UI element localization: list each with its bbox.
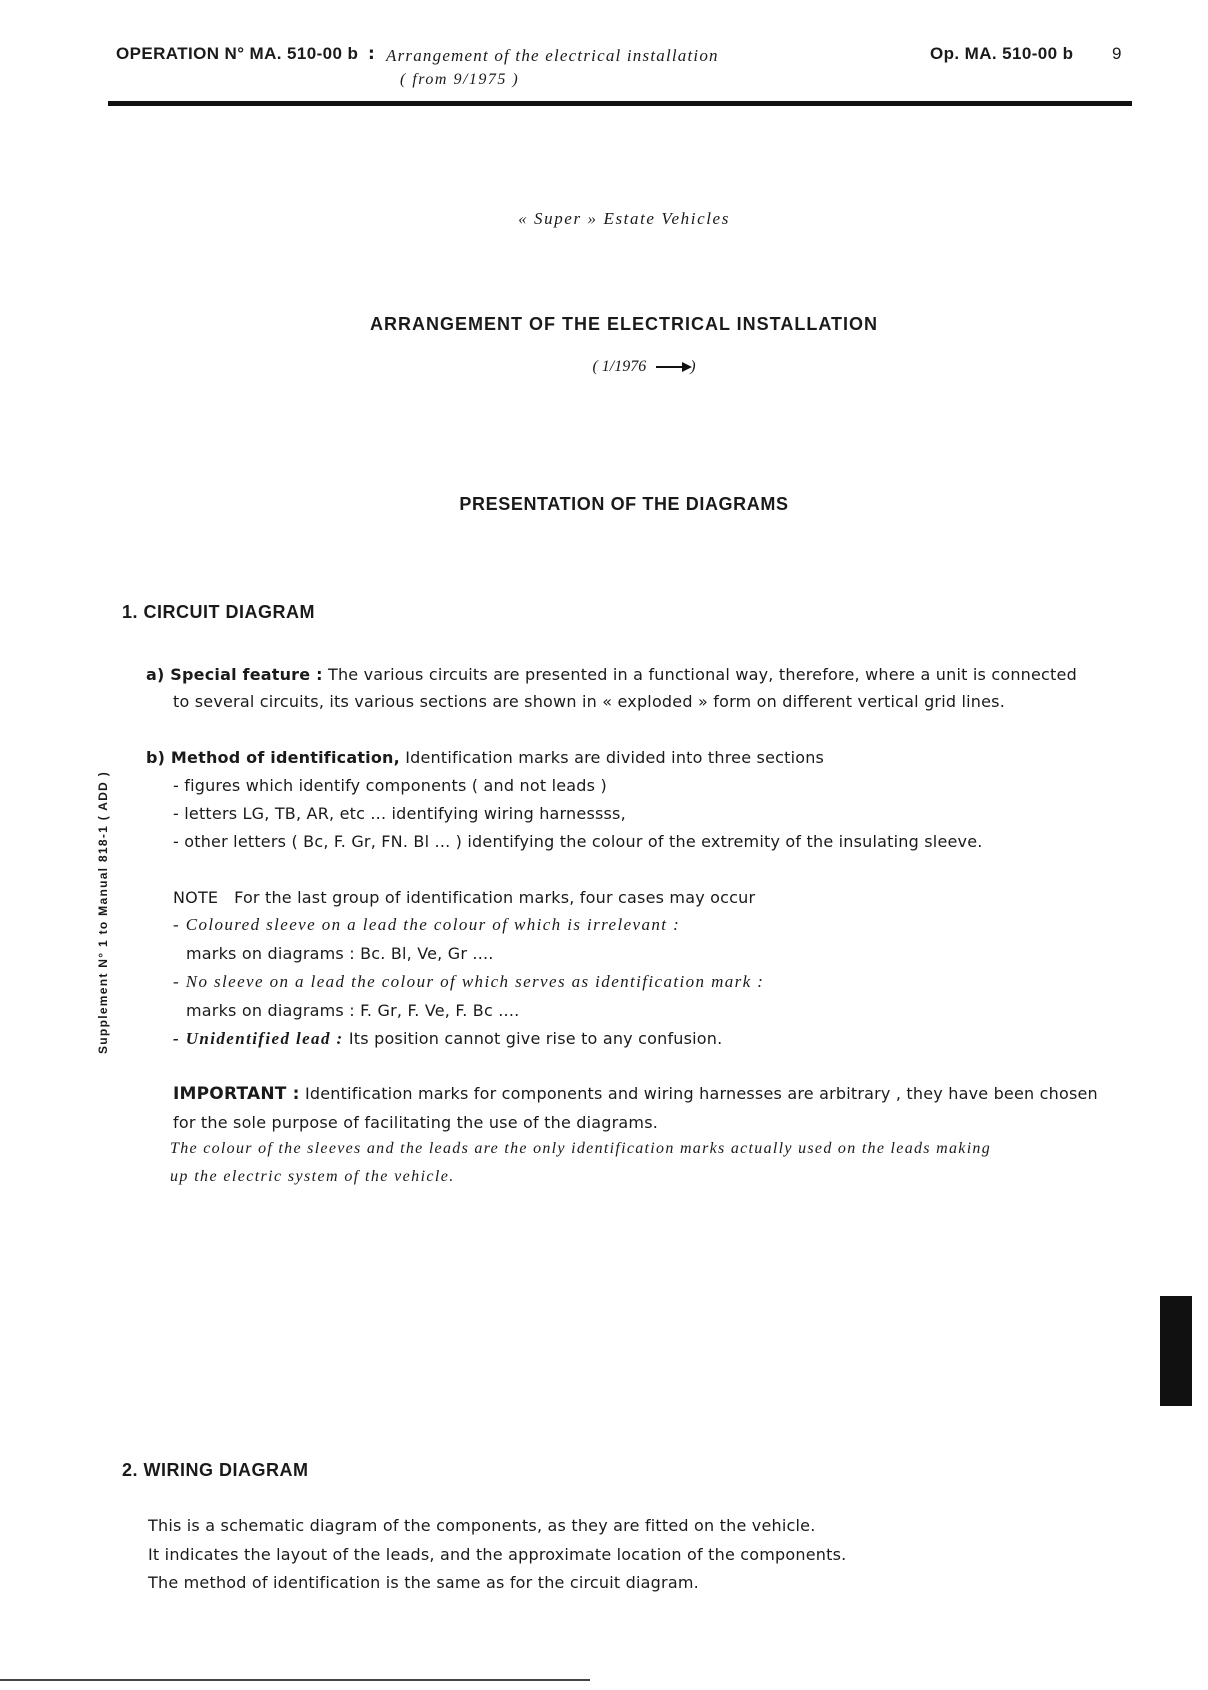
case-no-sleeve-marks: marks on diagrams : F. Gr, F. Ve, F. Bc .... <box>186 1001 520 1020</box>
page-edge-marker <box>1160 1296 1192 1406</box>
circuit-diagram-heading: 1. CIRCUIT DIAGRAM <box>122 602 315 622</box>
identification-item: - letters LG, TB, AR, etc ... identifying wiring harnessss, <box>173 804 626 823</box>
period-close: ) <box>690 358 696 375</box>
period-line <box>0 358 1208 376</box>
arrow-right-icon <box>656 366 690 368</box>
supplement-margin-note: Supplement N° 1 to Manual 818-1 ( ADD ) <box>96 770 110 1054</box>
important-text-2: for the sole purpose of facilitating the use of the diagrams. <box>173 1113 659 1132</box>
case-unidentified-lead <box>173 1029 722 1049</box>
header-separator: : <box>368 44 375 64</box>
important-label: IMPORTANT : <box>173 1084 300 1104</box>
footer-rule <box>0 1679 590 1681</box>
page-number: 9 <box>1112 44 1122 63</box>
identification-method-text: Identification marks are divided into three sections <box>405 748 825 767</box>
identification-item: - other letters ( Bc, F. Gr, FN. Bl ... ) identifying the colour of the extremity of the insulating sleeve. <box>173 832 983 851</box>
identification-method-line <box>146 748 824 767</box>
vehicle-subtitle: « Super » Estate Vehicles <box>518 209 730 228</box>
case-no-sleeve: - No sleeve on a lead the colour of which serves as identification mark : <box>173 972 765 991</box>
important-line-1 <box>173 1084 1098 1104</box>
case-coloured-sleeve: - Coloured sleeve on a lead the colour of which is irrelevant : <box>173 915 681 934</box>
wiring-text-line: This is a schematic diagram of the components, as they are fitted on the vehicle. <box>148 1516 816 1535</box>
identification-method-label: b) Method of identification, <box>146 748 400 767</box>
note-label: NOTE <box>173 888 219 907</box>
operation-reference: Op. MA. 510-00 b <box>930 44 1074 63</box>
special-feature-label: a) Special feature : <box>146 665 323 684</box>
wiring-text-line: The method of identification is the same as for the circuit diagram. <box>148 1573 699 1592</box>
section-title: PRESENTATION OF THE DIAGRAMS <box>459 494 789 514</box>
case-coloured-sleeve-marks: marks on diagrams : Bc. Bl, Ve, Gr .... <box>186 944 494 963</box>
important-italic-1: The colour of the sleeves and the leads are the only identification marks actually used on the leads making <box>170 1140 992 1157</box>
operation-number: OPERATION N° MA. 510-00 b <box>116 44 359 63</box>
special-feature-text-2: to several circuits, its various sections are shown in « exploded » form on different vertical grid lines. <box>173 692 1005 711</box>
important-italic-2: up the electric system of the vehicle. <box>170 1168 455 1185</box>
special-feature-text-1: The various circuits are presented in a functional way, therefore, where a unit is connected <box>327 665 1077 684</box>
period-start: ( 1/1976 <box>592 358 647 375</box>
operation-date-range: ( from 9/1975 ) <box>400 71 520 88</box>
operation-title: Arrangement of the electrical installation <box>386 46 719 65</box>
header-rule <box>108 101 1132 106</box>
note-text: For the last group of identification marks, four cases may occur <box>234 888 756 907</box>
note-line <box>173 888 755 907</box>
identification-item: - figures which identify components ( and not leads ) <box>173 776 607 795</box>
page-title: ARRANGEMENT OF THE ELECTRICAL INSTALLATION <box>370 314 878 334</box>
wiring-text-line: It indicates the layout of the leads, and the approximate location of the components. <box>148 1545 847 1564</box>
important-text-1: Identification marks for components and wiring harnesses are arbitrary , they have been chosen <box>304 1084 1098 1103</box>
unidentified-lead-label: - Unidentified lead : <box>173 1029 344 1048</box>
unidentified-lead-text: Its position cannot give rise to any confusion. <box>348 1029 723 1048</box>
special-feature-line-1 <box>146 665 1077 684</box>
wiring-diagram-heading: 2. WIRING DIAGRAM <box>122 1460 309 1480</box>
